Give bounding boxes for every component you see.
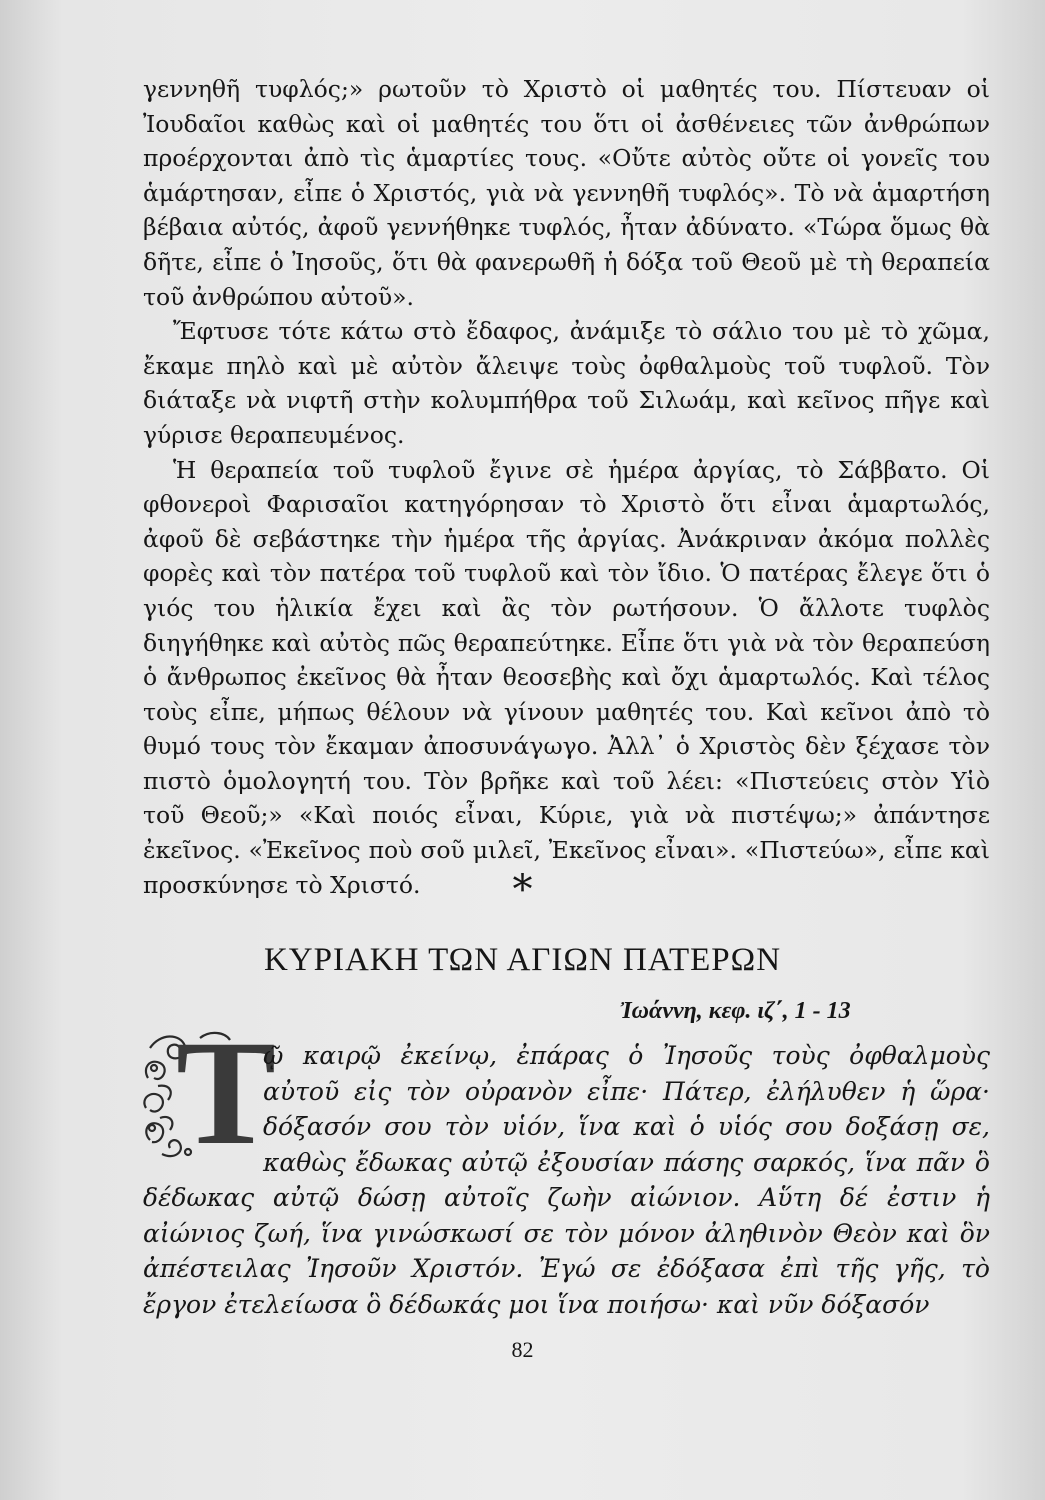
section-heading: ΚΥΡΙΑΚΗ ΤΩΝ ΑΓΙΩΝ ΠΑΤΕΡΩΝ xyxy=(263,942,782,978)
paragraph-3: Ἡ θεραπεία τοῦ τυφλοῦ ἔγινε σὲ ἡμέρα ἀργίας, τὸ Σάββατο. Οἱ φθονεροὶ Φαρισαῖοι κατηγόρησαν τὸ Χριστὸ ὅτι εἶναι ἁμαρτωλός, ἀφοῦ δὲ σεβάστηκε τὴν ἡμέρα τῆς ἀργίας. Ἀνάκριναν ἀκόμα πολλὲς φορὲς καὶ τὸν πατέρα τοῦ τυφλοῦ καὶ τὸν ἴδιο. Ὁ πατέρας ἔλεγε ὅτι ὁ γιός του ἡλικία ἔχει καὶ ἂς τὸν ρωτήσουν. Ὁ ἄλλοτε τυφλὸς διηγήθηκε καὶ αὐτὸς πῶς θεραπεύτηκε. Εἶπε ὅτι γιὰ νὰ τὸν θεραπεύση ὁ ἄνθρωπος ἐκεῖνος θὰ ἦταν θεοσεβὴς καὶ ὄχι ἁμαρτωλός. Καὶ τέλος τοὺς εἶπε, μήπως θέλουν νὰ γίνουν μαθητές του. Καὶ κεῖνοι ἀπὸ τὸ θυμό τους τὸν ἔκαμαν ἀποσυνάγωγο. Ἀλλ᾽ ὁ Χριστὸς δὲν ξέχασε τὸν πιστὸ ὁμολογητή του. Τὸν βρῆκε καὶ τοῦ λέει: «Πιστεύεις στὸν Υἱὸ τοῦ Θεοῦ;» «Καὶ ποιός εἶναι, Κύριε, γιὰ νὰ πιστέψω;» ἀπάντησε ἐκεῖνος. «Ἐκεῖνος ποὺ σοῦ μιλεῖ, Ἐκεῖνος εἶναι». «Πιστεύω», εἶπε καὶ προσκύνησε τὸ Χριστό. xyxy=(143,455,990,899)
drop-cap-space xyxy=(143,1038,263,1176)
section-divider-asterisk: * xyxy=(512,867,533,913)
paragraph-1: γεννηθῆ τυφλός;» ρωτοῦν τὸ Χριστὸ οἱ μαθητές του. Πίστευαν οἱ Ἰουδαῖοι καθὼς καὶ οἱ μαθητές του ὅτι οἱ ἀσθένειες τῶν ἀνθρώπων προέρχονται ἀπὸ τὶς ἁμαρτίες τους. «Οὔτε αὐτὸς οὔτε οἱ γονεῖς του ἁμάρτησαν, εἶπε ὁ Χριστός, γιὰ νὰ γεννηθῆ τυφλός». Τὸ νὰ ἁμαρτήση βέβαια αὐτός, ἀφοῦ γεννήθηκε τυφλός, ἦταν ἀδύνατο. «Τώρα ὅμως θὰ δῆτε, εἶπε ὁ Ἰησοῦς, ὅτι θὰ φανερωθῆ ἡ δόξα τοῦ Θεοῦ μὲ τὴ θεραπεία τοῦ ἀνθρώπου αὐτοῦ». xyxy=(143,75,990,311)
page-number: 82 xyxy=(511,1337,534,1362)
paragraph-2: Ἔφτυσε τότε κάτω στὸ ἔδαφος, ἀνάμιξε τὸ σάλιο του μὲ τὸ χῶμα, ἔκαμε πηλὸ καὶ μὲ αὐτὸν ἄλειψε τοὺς ὀφθαλμοὺς τοῦ τυφλοῦ. Τὸν διάταξε νὰ νιφτῆ στὴν κολυμπήθρα τοῦ Σιλωάμ, καὶ κεῖνος πῆγε καὶ γύρισε θεραπευμένος. xyxy=(143,317,990,449)
scripture-reference: Ἰωάννη, κεφ. ιζ΄, 1 - 13 xyxy=(620,998,851,1024)
gospel-text-block xyxy=(143,1038,990,1322)
upper-text-block xyxy=(143,72,990,902)
drop-cap-letter: Τ xyxy=(176,1010,277,1176)
gospel-text: ῷ καιρῷ ἐκείνῳ, ἐπάρας ὁ Ἰησοῦς τοὺς ὀφθαλμοὺς αὐτοῦ εἰς τὸν οὐρανὸν εἶπε· Πάτερ, ἐλήλυθεν ἡ ὥρα· δόξασόν σου τὸν υἱόν, ἵνα καὶ ὁ υἱός σου δοξάσῃ σε, καθὼς ἔδωκας αὐτῷ ἐξουσίαν πάσης σαρκός, ἵνα πᾶν ὃ δέδωκας αὐτῷ δώσῃ αὐτοῖς ζωὴν αἰώνιον. Αὕτη δέ ἐστιν ἡ αἰώνιος ζωή, ἵνα γινώσκωσί σε τὸν μόνον ἀληθινὸν Θεὸν καὶ ὃν ἀπέστειλας Ἰησοῦν Χριστόν. Ἐγώ σε ἐδόξασα ἐπὶ τῆς γῆς, τὸ ἔργον ἐτελείωσα ὃ δέδωκάς μοι ἵνα ποιήσω· καὶ νῦν δόξασόν xyxy=(143,1041,990,1319)
